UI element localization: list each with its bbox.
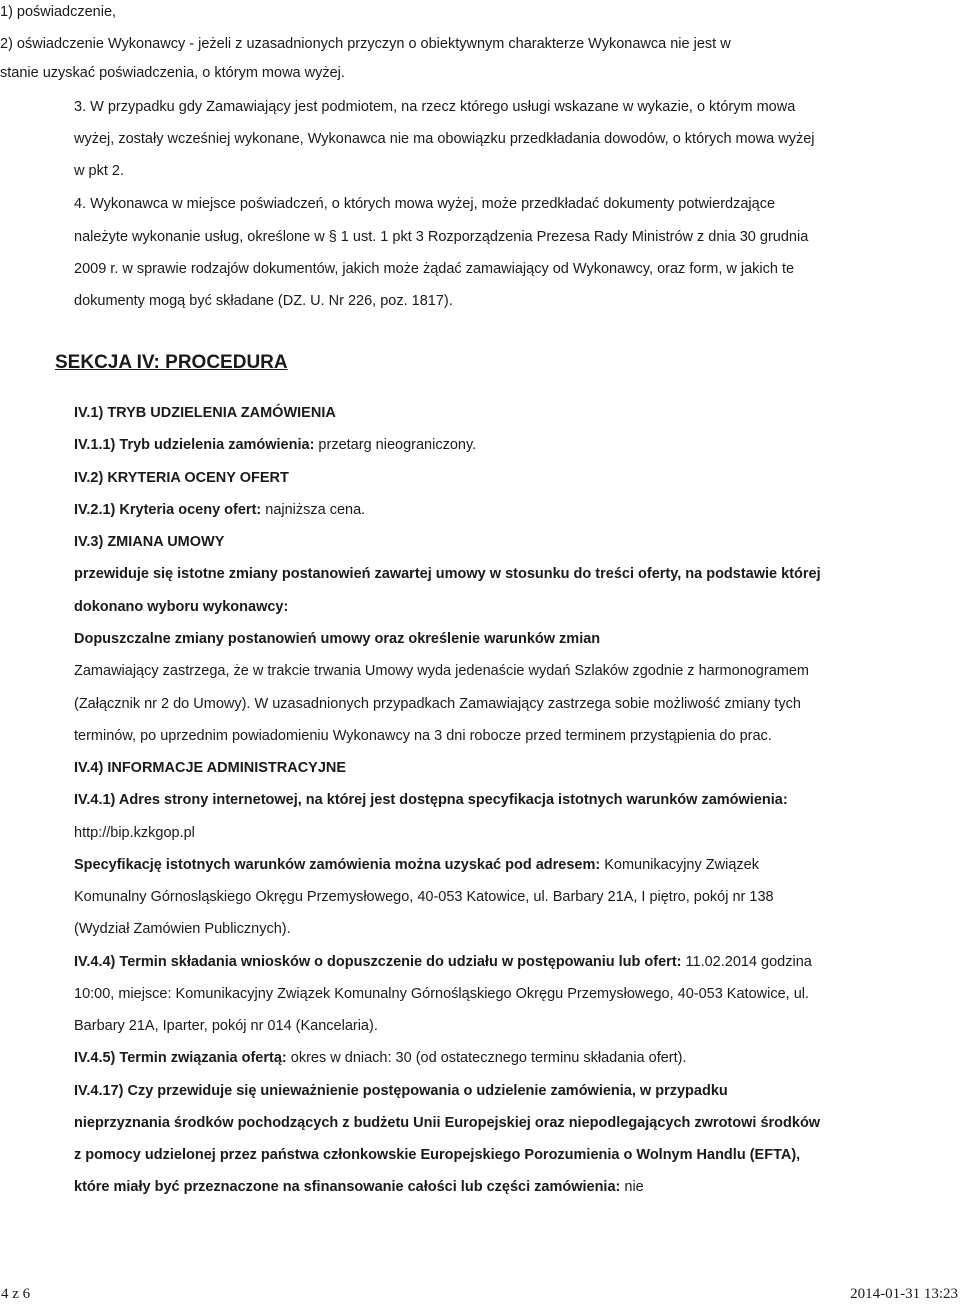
iv45-row [74, 1048, 687, 1068]
list-item-2-line-1: 2) oświadczenie Wykonawcy - jeżeli z uzasadnionych przyczyn o obiektywnym charakterze Wykonawca nie jest w [0, 36, 731, 52]
iv417-label: które miały być przeznaczone na sfinansowanie całości lub części zamówienia: [74, 1179, 621, 1195]
iv11-value: przetarg nieograniczony. [314, 437, 477, 453]
paragraph-4-line-3: 2009 r. w sprawie rodzajów dokumentów, jakich może żądać zamawiający od Wykonawcy, oraz form, w jakich te [74, 261, 795, 277]
iv41-url: http://bip.kzkgop.pl [74, 825, 195, 841]
iv41-label: IV.4.1) Adres strony internetowej, na której jest dostępna specyfikacja istotnych warunków zamówienia: [74, 792, 788, 808]
iv3-question-line-1: przewiduje się istotne zmiany postanowień zawartej umowy w stosunku do treści oferty, na podstawie której [74, 566, 821, 582]
heading-iv2: IV.2) KRYTERIA OCENY OFERT [74, 470, 289, 486]
spec-row [74, 855, 759, 875]
iv3-question-line-2: dokonano wyboru wykonawcy: [74, 599, 289, 615]
heading-iv3: IV.3) ZMIANA UMOWY [74, 534, 225, 550]
iv417-line-1: IV.4.17) Czy przewiduje się unieważnienie postępowania o udzielenie zamówienia, w przypadku [74, 1083, 728, 1099]
list-item-1: 1) poświadczenie, [0, 4, 117, 20]
paragraph-4-line-2: należyte wykonanie usług, określone w § 1 ust. 1 pkt 3 Rozporządzenia Prezesa Rady Ministrów z dnia 30 grudnia [74, 229, 809, 245]
heading-iv1: IV.1) TRYB UDZIELENIA ZAMÓWIENIA [74, 405, 336, 421]
iv21-label: IV.2.1) Kryteria oceny ofert: [74, 502, 262, 518]
iv44-label: IV.4.4) Termin składania wniosków o dopuszczenie do udziału w postępowaniu lub ofert: [74, 954, 682, 970]
spec-value: Komunikacyjny Związek [600, 857, 759, 873]
iv44-value-line-3: Barbary 21A, Iparter, pokój nr 014 (Kancelaria). [74, 1018, 378, 1034]
paragraph-3-line-3: w pkt 2. [74, 163, 124, 179]
iv21-value: najniższa cena. [261, 502, 366, 518]
iv44-value-line-2: 10:00, miejsce: Komunikacyjny Związek Komunalny Górnośląskiego Okręgu Przemysłowego, 40-053 Katowice, ul. [74, 986, 810, 1002]
section-title: SEKCJA IV: PROCEDURA [55, 352, 288, 373]
iv417-line-2: nieprzyznania środków pochodzących z budżetu Unii Europejskiej oraz niepodlegających zwrotowi środków [74, 1115, 821, 1131]
iv3-text-line-2: (Załącznik nr 2 do Umowy). W uzasadnionych przypadkach Zamawiający zastrzega sobie możliwość zmiany tych [74, 696, 801, 712]
iv3-text-line-1: Zamawiający zastrzega, że w trakcie trwania Umowy wyda jedenaście wydań Szlaków zgodnie z harmonogramem [74, 663, 809, 679]
paragraph-3-line-2: wyżej, zostały wcześniej wykonane, Wykonawca nie ma obowiązku przedkładania dowodów, o których mowa wyżej [74, 131, 815, 147]
iv45-label: IV.4.5) Termin związania ofertą: [74, 1050, 287, 1066]
iv44-value: 11.02.2014 godzina [681, 954, 812, 970]
iv417-line-3: z pomocy udzielonej przez państwa członkowskie Europejskiego Porozumienia o Wolnym Handlu (EFTA), [74, 1147, 801, 1163]
iv417-line-4 [74, 1177, 644, 1197]
iv3-text-line-3: terminów, po uprzednim powiadomieniu Wykonawcy na 3 dni robocze przed terminem przystąpienia do prac. [74, 728, 772, 744]
iv21-row [74, 500, 365, 520]
paragraph-4-line-4: dokumenty mogą być składane (DZ. U. Nr 226, poz. 1817). [74, 293, 453, 309]
iv45-value: okres w dniach: 30 (od ostatecznego terminu składania ofert). [286, 1050, 687, 1066]
paragraph-3-line-1: 3. W przypadku gdy Zamawiający jest podmiotem, na rzecz którego usługi wskazane w wykazie, o którym mowa [74, 99, 796, 115]
iv44-row [74, 952, 812, 972]
spec-value-line-2: Komunalny Górnosląskiego Okręgu Przemysłowego, 40-053 Katowice, ul. Barbary 21A, I piętro, pokój nr 138 [74, 889, 774, 905]
heading-iv4: IV.4) INFORMACJE ADMINISTRACYJNE [74, 760, 347, 776]
iv11-row [74, 435, 476, 455]
spec-label: Specyfikację istotnych warunków zamówienia można uzyskać pod adresem: [74, 857, 601, 873]
paragraph-4-line-1: 4. Wykonawca w miejsce poświadczeń, o których mowa wyżej, może przedkładać dokumenty potwierdzające [74, 196, 776, 212]
print-timestamp: 2014-01-31 13:23 [850, 1286, 958, 1302]
list-item-2-line-2: stanie uzyskać poświadczenia, o którym mowa wyżej. [0, 65, 345, 81]
iv417-value: nie [620, 1179, 644, 1195]
page-number: 4 z 6 [1, 1286, 31, 1302]
iv11-label: IV.1.1) Tryb udzielenia zamówienia: [74, 437, 315, 453]
spec-value-line-3: (Wydział Zamówien Publicznych). [74, 921, 291, 937]
iv3-subheading: Dopuszczalne zmiany postanowień umowy oraz określenie warunków zmian [74, 631, 601, 647]
